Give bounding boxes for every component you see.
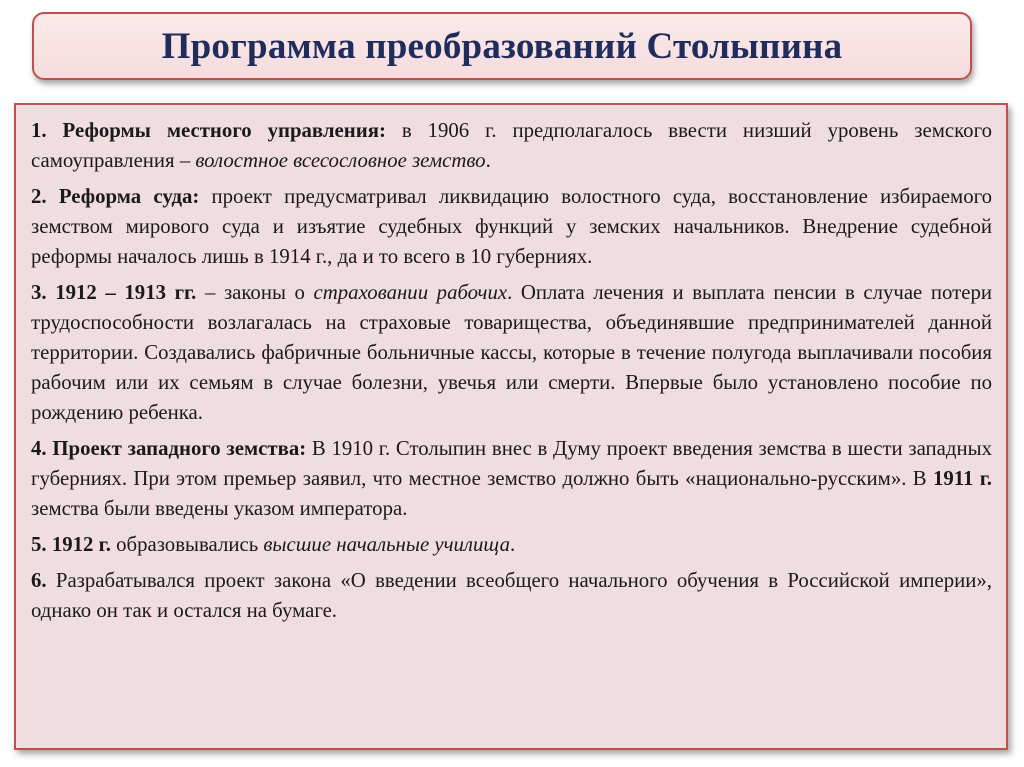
- item-heading: 1912 г.: [51, 533, 111, 556]
- list-item-3: [31, 278, 992, 428]
- item-number: 1.: [31, 119, 47, 142]
- item-text: – законы о: [196, 281, 314, 304]
- title-banner: [32, 12, 972, 80]
- item-heading: . 1912 – 1913 гг.: [41, 281, 197, 304]
- item-italic-text: волостное всесословное земство: [195, 149, 486, 172]
- item-heading: Реформа суда:: [58, 185, 200, 208]
- item-number: 5.: [31, 533, 47, 556]
- list-item-5: [31, 530, 992, 560]
- item-text-end: .: [510, 533, 516, 556]
- list-item-2: [31, 182, 992, 272]
- list-item-6: [31, 566, 992, 626]
- page-title: Программа преобразований Столыпина: [161, 25, 843, 67]
- item-bold-text: 1911 г.: [932, 467, 992, 490]
- item-text-end: . Оплата лечения и выплата пенсии в случае потери трудоспособности возлагалась на страховые товарищества, объединявшие предпринимателей данной территории. Создавались фабричные больничные кассы, которые в течение полугода выплачивали пособия рабочим или их семьям в случае болезни, увечья или смерти. Впервые было установлено пособие по рождению ребенка.: [31, 281, 992, 424]
- list-item-4: [31, 434, 992, 524]
- list-item-1: [31, 116, 992, 176]
- item-number: 3: [31, 281, 42, 304]
- item-text: образовывались: [110, 533, 264, 556]
- item-text: В 1910 г. Столыпин внес в Думу проект введения земства в шести западных губерниях. При этом премьер заявил, что местное земство должно быть «национально-русским». В: [31, 437, 992, 490]
- item-number: 2.: [31, 185, 47, 208]
- item-text: проект предусматривал ликвидацию волостного суда, восстановление избираемого земством мирового суда и изъятие судебных функций у земских начальников. Внедрение судебной реформы началось лишь в 1914 г., да и то всего в 10 губерниях.: [31, 185, 992, 268]
- item-heading: Реформы местного управления:: [62, 119, 386, 142]
- item-italic-text: страховании рабочих: [313, 281, 508, 304]
- item-number: 6.: [31, 569, 47, 592]
- item-heading: Проект западного земства:: [52, 437, 307, 460]
- item-number: 4.: [31, 437, 47, 460]
- content-panel: [14, 103, 1008, 750]
- item-italic-text: высшие начальные училища: [263, 533, 511, 556]
- item-text: Разрабатывался проект закона «О введении всеобщего начального обучения в Российской империи», однако он так и остался на бумаге.: [31, 569, 992, 622]
- item-text-end: земства были введены указом императора.: [31, 497, 408, 520]
- item-text: в 1906 г. предполагалось ввести низший уровень земского самоуправления –: [31, 119, 992, 172]
- item-text-end: .: [485, 149, 491, 172]
